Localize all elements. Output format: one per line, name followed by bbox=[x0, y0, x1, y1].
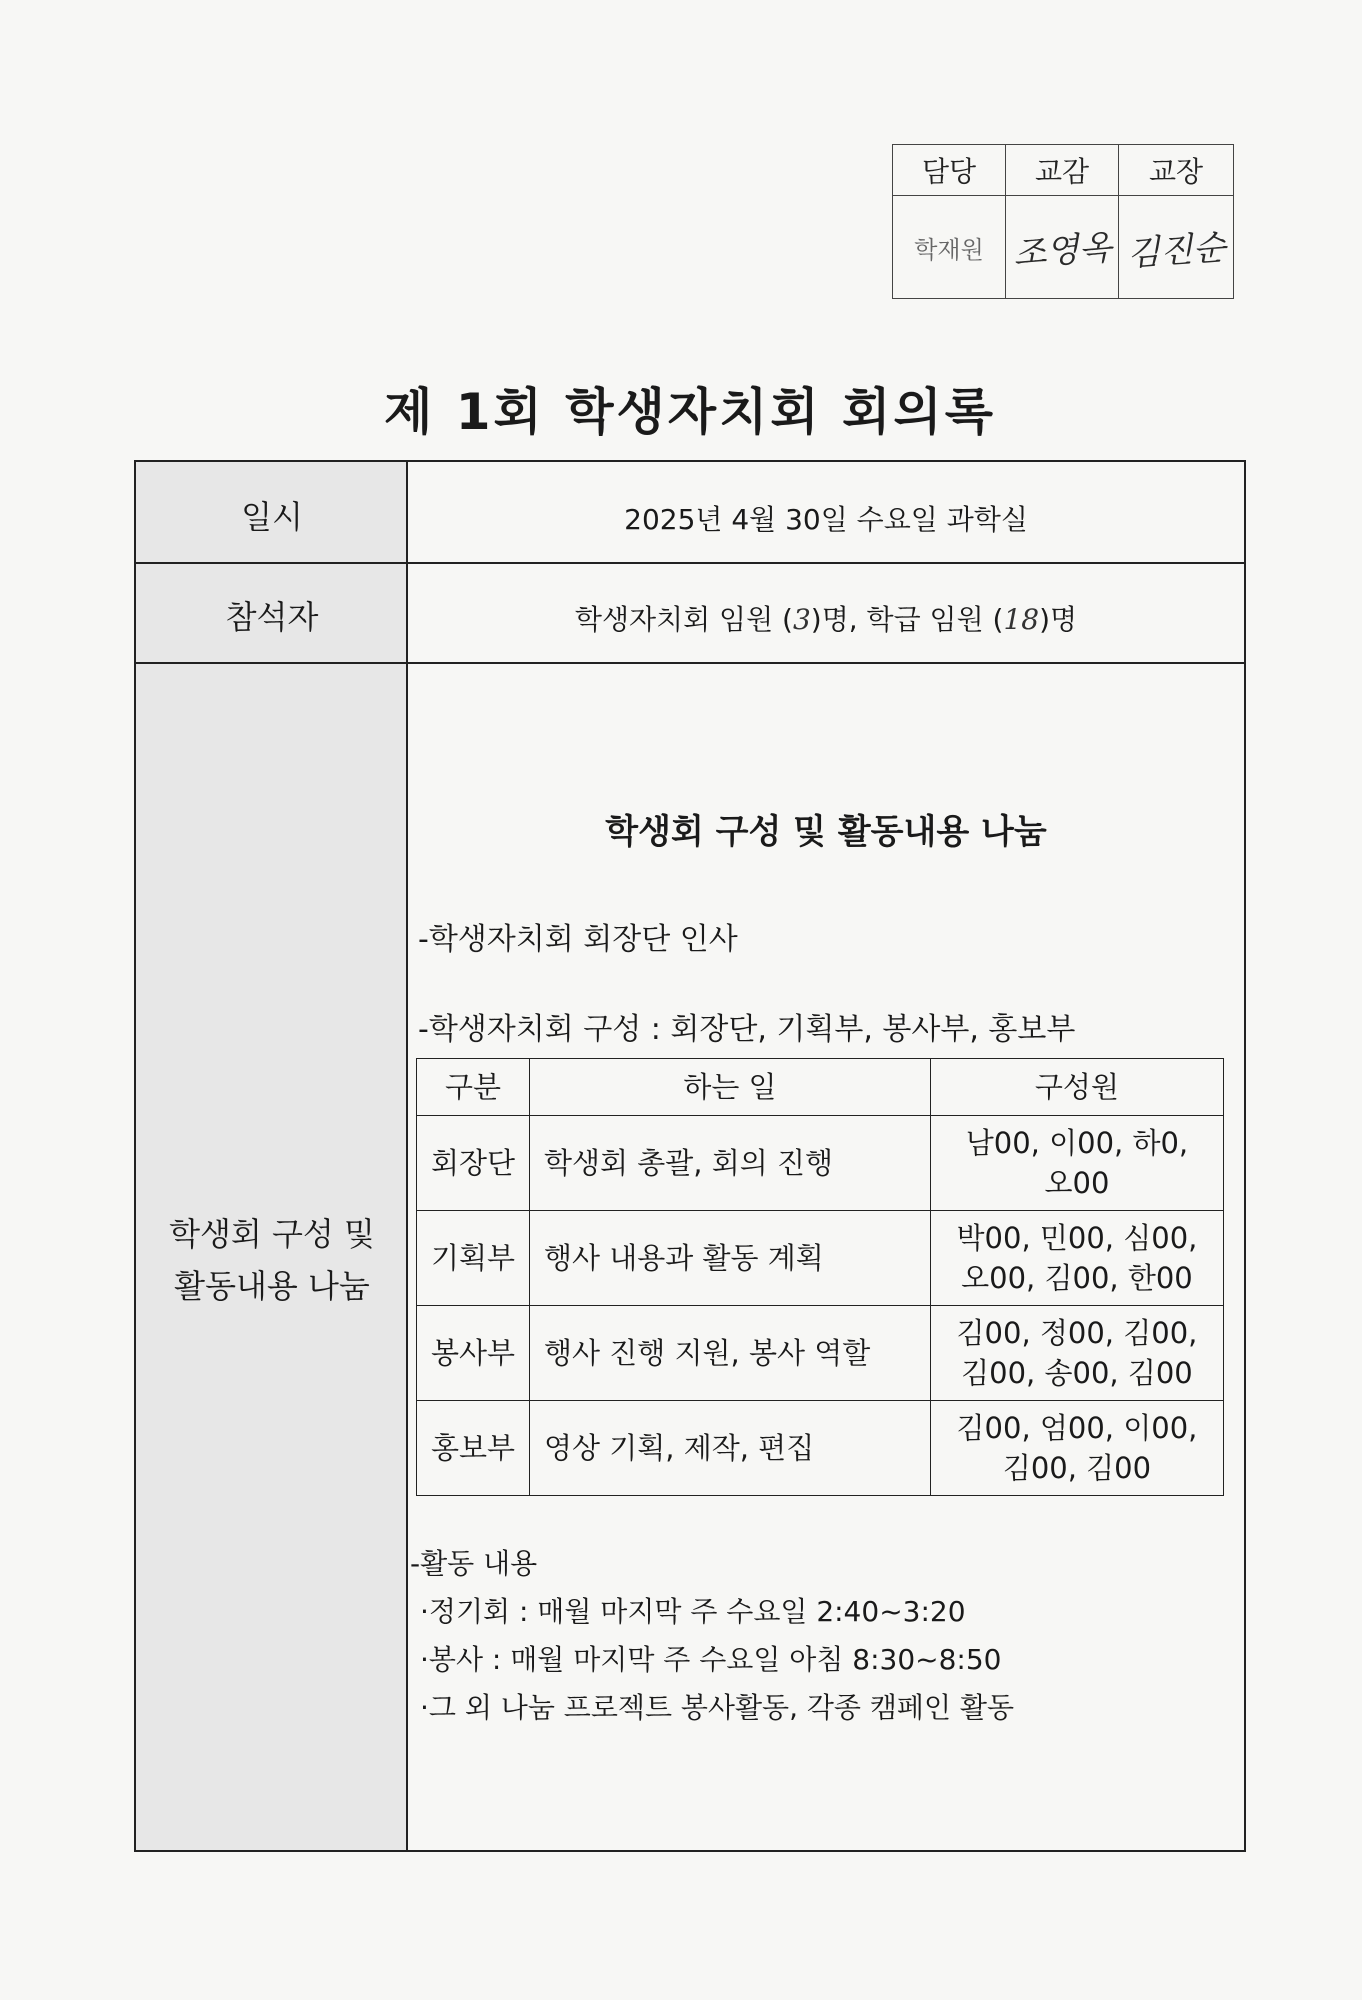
attendees-label: 참석자 bbox=[225, 598, 319, 636]
activities-heading: -활동 내용 bbox=[410, 1547, 538, 1580]
table-header-task: 하는 일 bbox=[530, 1059, 931, 1116]
table-row: 기획부 행사 내용과 활동 계획 박00, 민00, 심00, 오00, 김00, 한00 bbox=[417, 1211, 1224, 1306]
attendees-value: 학생자치회 임원 (3)명, 학급 임원 (18)명 bbox=[574, 603, 1078, 636]
activity-item: ·봉사 : 매월 마지막 주 수요일 아침 8:30~8:50 bbox=[420, 1643, 1002, 1676]
document-title: 제 1회 학생자치회 회의록 bbox=[383, 383, 996, 441]
activity-item: ·그 외 나눔 프로젝트 봉사활동, 각종 캠페인 활동 bbox=[420, 1691, 1015, 1724]
table-header-division: 구분 bbox=[417, 1059, 530, 1116]
officer-count: 3 bbox=[792, 603, 811, 636]
approval-header-principal: 교장 bbox=[1119, 145, 1234, 196]
date-label: 일시 bbox=[241, 498, 303, 536]
greeting-line: -학생자치회 회장단 인사 bbox=[418, 922, 738, 957]
approval-header-vice-principal: 교감 bbox=[1006, 145, 1119, 196]
row-divider bbox=[136, 662, 1244, 664]
activity-item: ·정기회 : 매월 마지막 주 수요일 2:40~3:20 bbox=[420, 1595, 966, 1628]
approval-header-manager: 담당 bbox=[893, 145, 1006, 196]
table-row: 봉사부 행사 진행 지원, 봉사 역할 김00, 정00, 김00, 김00, 송00, 김00 bbox=[417, 1306, 1224, 1401]
class-officer-count: 18 bbox=[1003, 603, 1040, 636]
date-value: 2025년 4월 30일 수요일 과학실 bbox=[624, 503, 1028, 536]
structure-line: -학생자치회 구성 : 회장단, 기획부, 봉사부, 홍보부 bbox=[418, 1012, 1076, 1047]
division-table bbox=[416, 1058, 1224, 1496]
table-row: 홍보부 영상 기획, 제작, 편집 김00, 엄00, 이00, 김00, 김00 bbox=[417, 1401, 1224, 1496]
label-column bbox=[136, 462, 408, 1850]
section-label: 학생회 구성 및 활동내용 나눔 bbox=[169, 1215, 375, 1305]
approval-box bbox=[892, 144, 1234, 299]
signature-manager: 학재원 bbox=[893, 196, 1006, 299]
table-row: 회장단 학생회 총괄, 회의 진행 남00, 이00, 하0, 오00 bbox=[417, 1116, 1224, 1211]
section-heading: 학생회 구성 및 활동내용 나눔 bbox=[605, 812, 1047, 852]
minutes-form bbox=[134, 460, 1246, 1852]
signature-principal: 김진순 bbox=[1119, 196, 1234, 299]
signature-vice-principal: 조영옥 bbox=[1006, 196, 1119, 299]
table-header-members: 구성원 bbox=[930, 1059, 1223, 1116]
row-divider bbox=[136, 562, 1244, 564]
